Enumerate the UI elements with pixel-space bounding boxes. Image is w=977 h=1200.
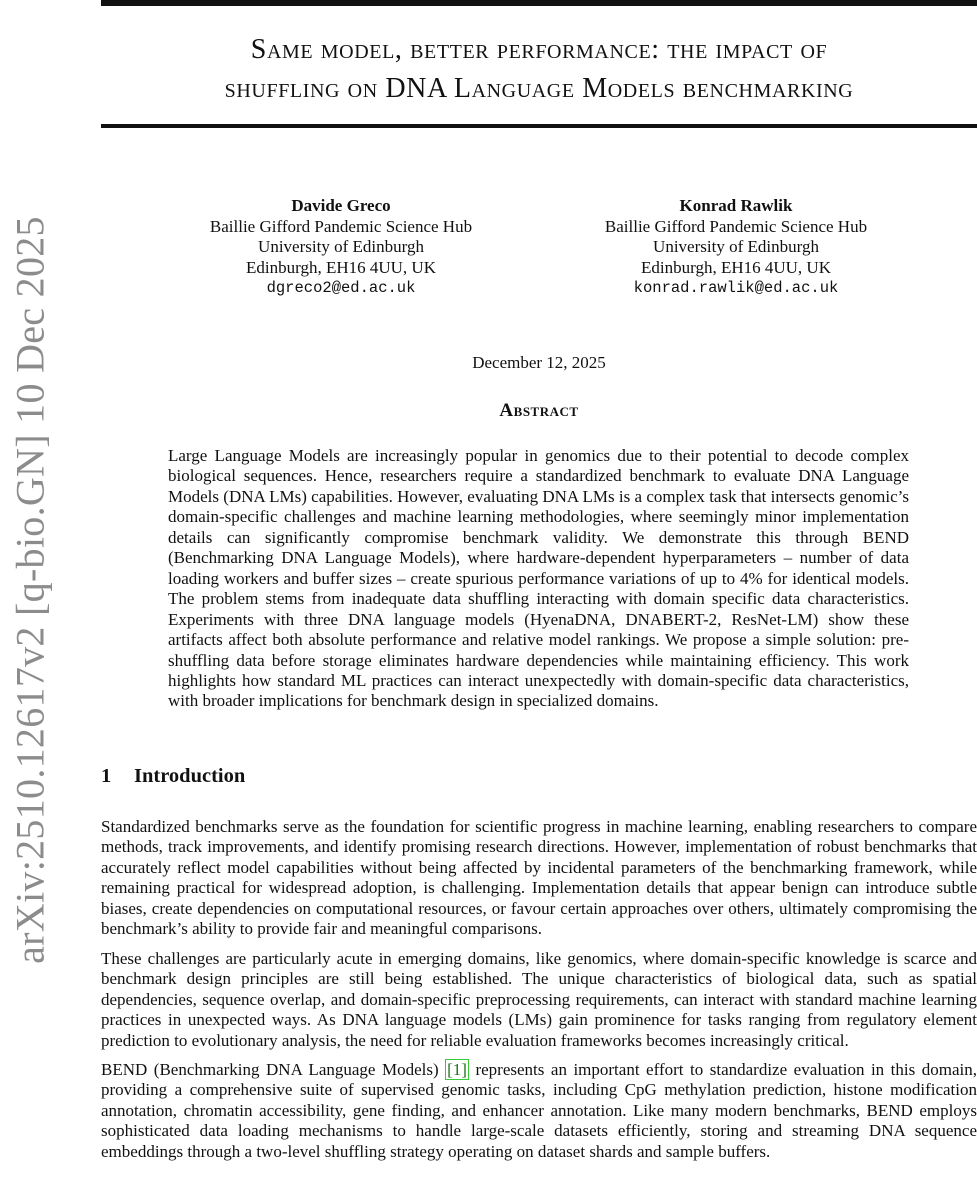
- section-number: 1: [101, 765, 112, 787]
- author-block-2: [571, 196, 901, 299]
- title-line-1: Same model, better performance: the impact of: [250, 34, 828, 65]
- author-university: University of Edinburgh: [653, 237, 819, 256]
- citation-link[interactable]: [1]: [447, 1060, 467, 1079]
- author-address: Edinburgh, EH16 4UU, UK: [246, 257, 436, 277]
- author-affiliation: Baillie Gifford Pandemic Science Hub: [209, 216, 473, 236]
- author-university: University of Edinburgh: [258, 237, 424, 256]
- author-affiliation: Baillie Gifford Pandemic Science Hub: [604, 216, 868, 236]
- section-heading-introduction: [101, 765, 245, 788]
- publication-date: December 12, 2025: [472, 353, 606, 372]
- author-email[interactable]: dgreco2@ed.ac.uk: [266, 279, 416, 297]
- intro-paragraph-3: [101, 1060, 977, 1162]
- author-email[interactable]: konrad.rawlik@ed.ac.uk: [633, 279, 839, 297]
- paragraph-text: represents an important effort to standardize evaluation in this domain, providing a comprehensive suite of supervised genomic tasks, including CpG methylation prediction, histone modification annotation, chromatin accessibility, gene finding, and enhancer annotation. Like many modern benchmarks, BEND employs sophisticated data loading mechanisms to handle large-scale datasets efficiently, storing and streaming DNA sequence embeddings through a two-level shuffling strategy operating on dataset shards and sample buffers.: [101, 1060, 977, 1161]
- intro-paragraph-1: Standardized benchmarks serve as the foundation for scientific progress in machine learning, enabling researchers to compare methods, track improvements, and identify promising research directions. However, implementation of robust benchmarks that accurately reflect model capabilities without being affected by incidental parameters of the benchmarking framework, while remaining practical for widespread adoption, is challenging. Implementation details that appear benign can introduce subtle biases, create dependencies on computational resources, or favour certain approaches over others, ultimately compromising the benchmark’s ability to provide fair and meaningful comparisons.: [101, 817, 977, 939]
- abstract-text: Large Language Models are increasingly popular in genomics due to their potential to decode complex biological sequences. Hence, researchers require a standardized benchmark to evaluate DNA Language Models (DNA LMs) capabilities. However, evaluating DNA LMs is a complex task that intersects genomic’s domain-specific challenges and machine learning methodologies, where seemingly minor implementation details can significantly compromise benchmark validity. We demonstrate this through BEND (Benchmarking DNA Language Models), where hardware-dependent hyperparameters – number of data loading workers and buffer sizes – create spurious performance variations of up to 4% for identical models. The problem stems from inadequate data shuffling interacting with domain specific data characteristics. Experiments with three DNA language models (HyenaDNA, DNABERT-2, ResNet-LM) show these artifacts affect both absolute performance and relative model rankings. We propose a simple solution: pre-shuffling data before storage eliminates hardware dependencies while maintaining efficiency. This work highlights how standard ML practices can interact unexpectedly with domain-specific data characteristics, with broader implications for benchmark design in specialized domains.: [168, 446, 909, 711]
- section-title: Introduction: [134, 765, 246, 787]
- title-bottom-rule: [101, 124, 977, 128]
- paper-title: [101, 30, 977, 108]
- author-block-1: [176, 196, 506, 299]
- author-name: Davide Greco: [291, 196, 391, 215]
- paragraph-text: BEND (Benchmarking DNA Language Models): [101, 1060, 446, 1079]
- arxiv-identifier: arXiv:2510.12617v2 [q-bio.GN] 10 Dec 2025: [7, 216, 53, 964]
- title-line-2: shuffling on DNA Language Models benchmarking: [224, 73, 854, 104]
- author-name: Konrad Rawlik: [679, 196, 793, 215]
- abstract-heading: Abstract: [499, 400, 579, 421]
- intro-paragraph-2: These challenges are particularly acute in emerging domains, like genomics, where domain-specific knowledge is scarce and benchmark design principles are still being established. The unique characteristics of biological data, such as spatial dependencies, sequence overlap, and domain-specific preprocessing requirements, can interact with standard machine learning practices in unexpected ways. As DNA language models (LMs) gain prominence for tasks ranging from regulatory element prediction to evolutionary analysis, the need for reliable evaluation frameworks becomes increasingly critical.: [101, 949, 977, 1050]
- title-top-rule: [101, 0, 977, 6]
- arxiv-side-stamp: [0, 0, 52, 1200]
- author-address: Edinburgh, EH16 4UU, UK: [641, 257, 831, 277]
